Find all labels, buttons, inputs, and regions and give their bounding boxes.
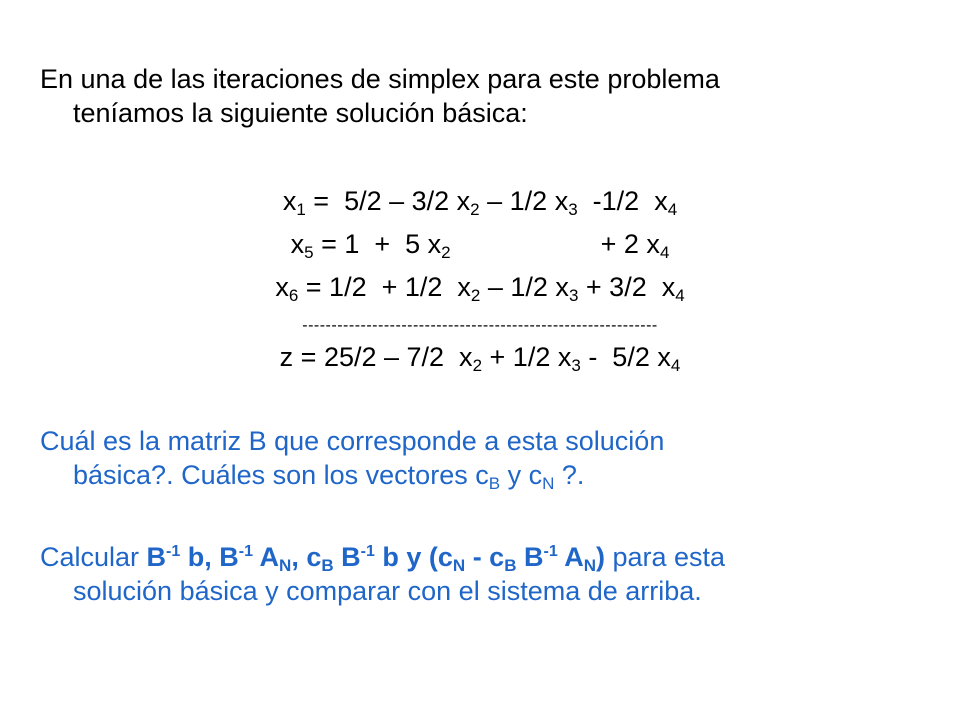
q2-post: para esta [605,542,726,572]
q2-N: N [279,556,292,575]
obj-sub-3: 3 [571,356,581,375]
objective-function [0,340,960,374]
intro-line-1: En una de las iteraciones de simplex para este problema [40,64,720,94]
question-1 [40,424,920,492]
q2-cB: c [298,542,322,572]
q2-comma2: , [291,542,299,572]
eq3-term-c: + 3/2 x [578,272,676,302]
eq3-var: x [275,272,289,302]
q2-by: b y (c [374,542,453,572]
q2-math-2 [219,542,605,575]
eq1-sub: 1 [296,200,306,219]
q2-pre: Calcular [40,542,147,572]
q2-B: B [146,542,167,572]
q2-AN2: A [557,542,584,572]
obj-term-a: z = 25/2 – 7/2 x [279,342,473,372]
separator-line: ------------------------------------------------------------- [302,317,658,334]
eq3-sub-2: 2 [470,286,481,305]
eq1-var: x [282,186,297,216]
obj-sub-2: 2 [472,356,483,375]
q2-B4: B [516,542,544,572]
eq1-term-b: – 1/2 x [479,186,569,216]
eq2-term-b: + 2 x [450,229,660,259]
q2-minus: - c [465,542,505,572]
eq1-sub-4: 4 [667,200,678,219]
eq2-sub-2: 2 [441,243,451,262]
q2-Bsub: B [321,556,334,575]
question-2-line-2: solución básica y comparar con el sistema de arriba. [73,576,702,606]
eq2-term-a: = 1 + 5 x [313,229,442,259]
q2-b: b, [180,542,212,572]
q2-inv3: -1 [360,543,375,560]
eq1-term-a: = 5/2 – 3/2 x [305,186,471,216]
intro-line-2: teníamos la siguiente solución básica: [73,98,528,128]
eq1-sub-3: 3 [568,200,578,219]
q1-sub-n: N [542,474,555,493]
q2-math-1 [147,542,212,572]
q2-AN: A [253,542,280,572]
q2-Bsub2: B [504,556,517,575]
eq2-sub: 5 [304,243,314,262]
eq2-var: x [290,229,305,259]
q1-text-c: ?. [554,460,585,490]
equation-x6 [0,270,960,304]
question-1-line-1: Cuál es la matriz B que corresponde a esta solución [40,426,665,456]
q1-text-b: y c [500,460,543,490]
q2-close: ) [596,542,605,572]
q2-B2: B [219,542,239,572]
question-2-line-1 [40,542,726,575]
q2-inv2: -1 [238,543,254,560]
q1-text-a: básica?. Cuáles son los vectores c [73,460,489,490]
eq3-term-b: – 1/2 x [480,272,569,302]
eq3-sub-4: 4 [675,286,685,305]
q2-Nsub2: N [583,556,596,575]
eq3-term-a: = 1/2 + 1/2 x [298,272,471,302]
eq3-sub: 6 [288,286,299,305]
equation-x1 [0,184,960,218]
eq1-sub-2: 2 [470,200,480,219]
question-1-line-2 [40,458,920,492]
question-2 [40,540,920,608]
q1-sub-b: B [488,474,501,493]
intro-paragraph [40,62,920,130]
q2-inv: -1 [166,543,181,560]
q2-inv4: -1 [543,543,558,560]
obj-term-c: - 5/2 x [580,342,671,372]
eq3-sub-3: 3 [568,286,579,305]
equation-x5 [0,227,960,261]
obj-term-b: + 1/2 x [482,342,572,372]
eq1-term-c: -1/2 x [577,186,668,216]
q2-B3: B [333,542,361,572]
q2-Nsub: N [452,556,466,575]
obj-sub-4: 4 [670,356,681,375]
eq2-sub-4: 4 [659,243,670,262]
